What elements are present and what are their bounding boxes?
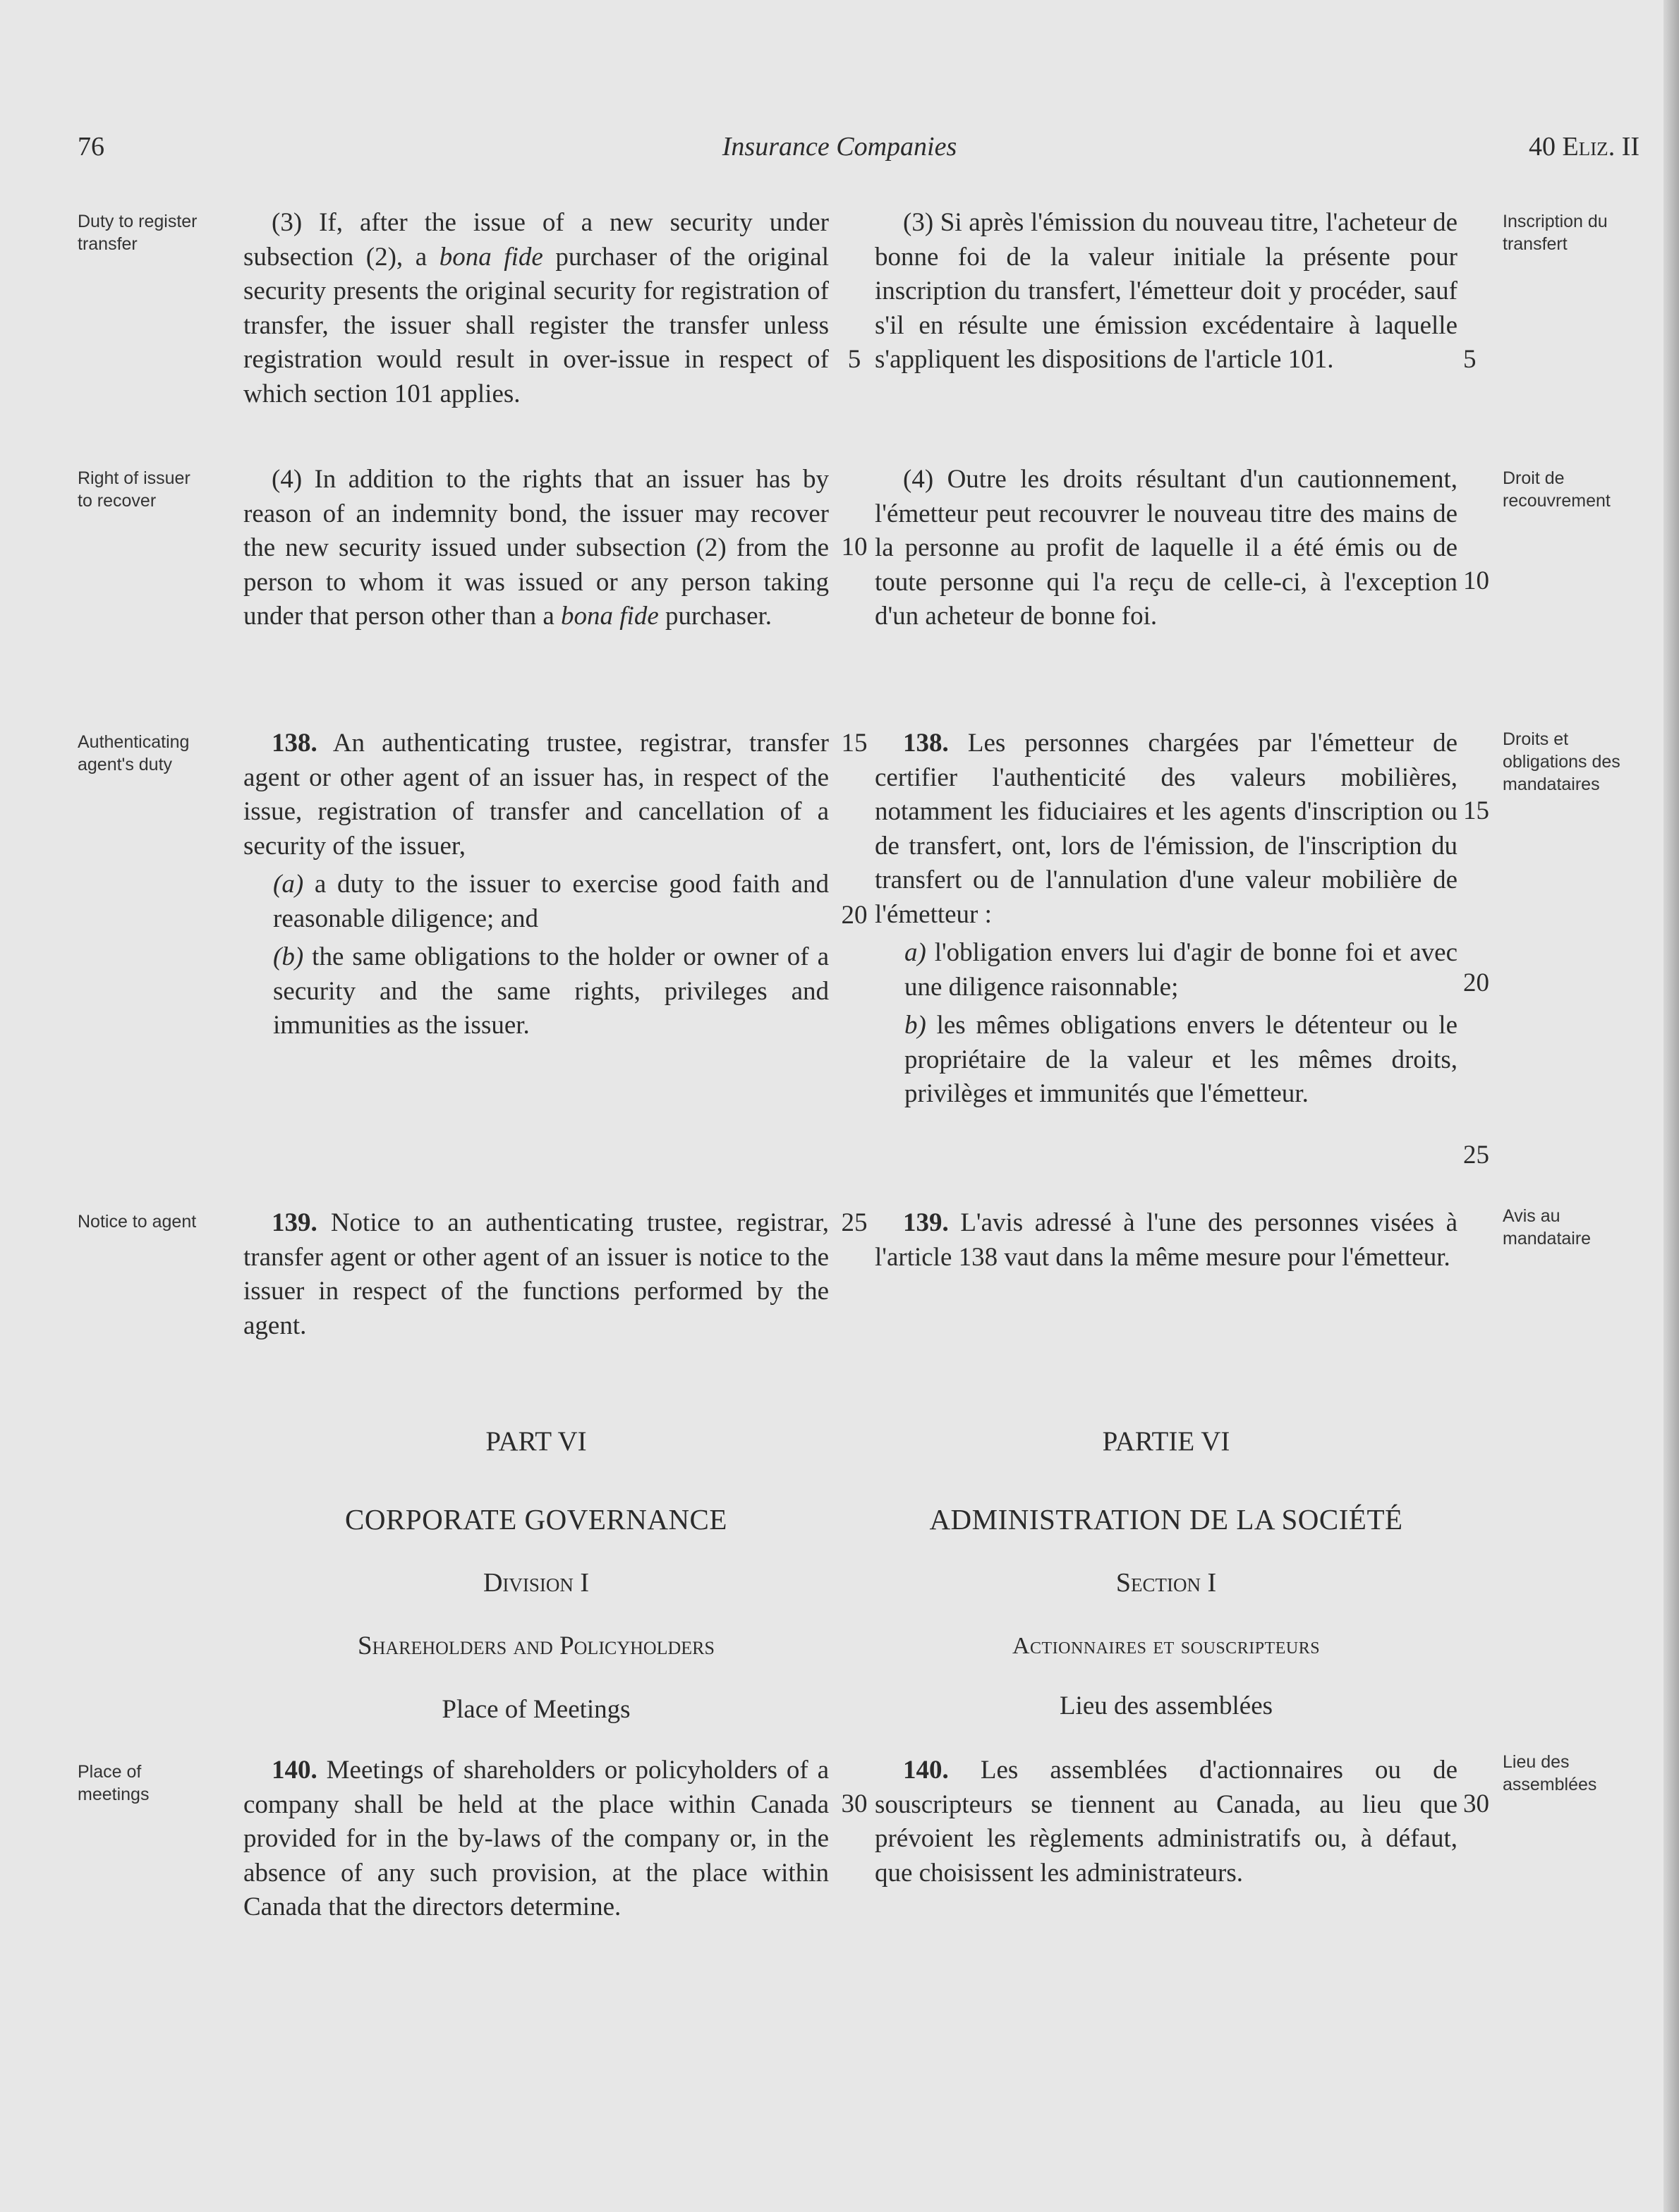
line-number: 25 (841, 1208, 868, 1237)
en-s138-b-label: (b) (273, 942, 304, 971)
fr-s3-text: (3) Si après l'émission du nouveau titre, l'acheteur de bonne foi de la valeur initiale la présente pour inscription du transfert, l'émetteur doit y procéder, sauf s'il en résulte une émission excédentaire à laquelle s'appliquent les dispositions de l'article 101. (875, 208, 1457, 374)
en-section-140 (243, 1754, 829, 1925)
fr-s4-text: (4) Outre les droits résultant d'un cautionnement, l'émetteur peut recouvrer le nouveau titre des mains de la personne au profit de laquelle il a été émis ou de toute personne qui l'a reçu de celle-ci, à l'exception d'un acheteur de bonne foi. (875, 465, 1457, 631)
en-subsection-4 (243, 463, 829, 634)
en-s4-text-b: purchaser. (658, 602, 772, 631)
margin-note-duty-to-register: Duty to register transfer (78, 212, 198, 254)
fr-subsection-4 (875, 463, 1457, 634)
margin-note-lieu-assemblees: Lieu des assemblées (1503, 1752, 1597, 1794)
en-s139-number: 139. (272, 1208, 317, 1237)
fr-s138-number: 138. (903, 729, 949, 758)
line-number: 5 (1463, 345, 1477, 374)
margin-note-place-of-meetings: Place of meetings (78, 1762, 150, 1804)
line-number: 10 (1463, 566, 1489, 595)
margin-note-notice-to-agent: Notice to agent (78, 1212, 197, 1232)
line-number: 15 (841, 729, 868, 758)
fr-s138-text: Les personnes chargées par l'émetteur de certifier l'authenticité des valeurs mobilières, notamment les fiduciaires et les agents d'inscription ou de transfert, ont, lors de l'émission, de l'inscription du transfert ou de l'annulation d'une valeur mobilière de l'émetteur : (875, 729, 1457, 929)
en-s4-text-a: (4) In addition to the rights that an issuer has by reason of an indemnity bond, the issuer may recover the new security issued under subsection (2) from the person to whom it was issued or any person taking under that person other than a (243, 465, 829, 631)
page-number: 76 (78, 132, 104, 162)
fr-s139-text: L'avis adressé à l'une des personnes visées à l'article 138 vaut dans la même mesure pour l'émetteur. (875, 1208, 1457, 1272)
en-s4-italic: bona fide (561, 602, 659, 631)
line-number: 15 (1463, 796, 1489, 825)
en-section-138 (243, 727, 829, 1043)
line-number: 20 (841, 901, 868, 930)
en-s3-text-a: (3) If, after the issue of a new security under subsection (2), a (243, 208, 829, 272)
fr-part-heading: PARTIE VI (1102, 1426, 1230, 1457)
fr-section-139 (875, 1206, 1457, 1275)
regnal-suffix: . II (1608, 132, 1639, 162)
fr-s138-b-label: b) (904, 1011, 926, 1040)
page-edge (1663, 0, 1679, 2212)
running-title: Insurance Companies (722, 132, 957, 162)
fr-division-heading: Section I (1115, 1568, 1217, 1598)
fr-part-title: ADMINISTRATION DE LA SOCIÉTÉ (929, 1503, 1403, 1536)
en-subsection-3 (243, 206, 829, 411)
fr-subsection-3 (875, 206, 1457, 377)
fr-s138-a-label: a) (904, 938, 926, 967)
en-s138-a-label: (a) (273, 870, 304, 899)
fr-s139-number: 139. (903, 1208, 949, 1237)
en-s3-italic: bona fide (439, 242, 543, 272)
fr-subheading: Lieu des assemblées (1059, 1691, 1273, 1720)
margin-note-droit-recouvrement: Droit de recouvrement (1503, 468, 1611, 511)
regnal-prefix: 40 E (1528, 132, 1579, 162)
margin-note-authenticating: Authenticating agent's duty (78, 732, 190, 774)
margin-note-avis-mandataire: Avis au mandataire (1503, 1206, 1592, 1248)
line-number: 25 (1463, 1141, 1489, 1169)
en-division-title: Shareholders and Policyholders (358, 1631, 715, 1660)
en-s140-text: Meetings of shareholders or policyholders of a company shall be held at the place within Canada provided for in the by-laws of the company or, in the absence of any such provision, at the place within Canada that the directors determine. (243, 1756, 829, 1921)
line-number: 20 (1463, 968, 1489, 997)
fr-section-140 (875, 1754, 1457, 1890)
en-part-heading: PART VI (485, 1426, 587, 1457)
margin-note-droits-obligations: Droits et obligations des mandataires (1503, 729, 1620, 794)
fr-s138-b-text: les mêmes obligations envers le détenteur ou le propriétaire de la valeur et les mêmes droits, privilèges et immunités que l'émetteur. (904, 1011, 1457, 1108)
en-s139-text: Notice to an authenticating trustee, registrar, transfer agent or other agent of an issuer is notice to the issuer in respect of the functions performed by the agent. (243, 1208, 829, 1340)
en-division-heading: Division I (483, 1568, 590, 1598)
fr-division-title: Actionnaires et souscripteurs (1012, 1633, 1321, 1659)
regnal-year (1529, 131, 1639, 162)
fr-s140-text: Les assemblées d'actionnaires ou de souscripteurs se tiennent au Canada, au lieu que prévoient les règlements administratifs ou, à défaut, que choisissent les administrateurs. (875, 1756, 1457, 1888)
margin-note-inscription: Inscription du transfert (1503, 212, 1608, 254)
line-number: 30 (1463, 1789, 1489, 1818)
line-number: 5 (847, 345, 861, 374)
fr-section-138 (875, 727, 1457, 1112)
en-s138-text: An authenticating trustee, registrar, transfer agent or other agent of an issuer has, in respect of the issue, registration of transfer and cancellation of a security of the issuer, (243, 729, 829, 861)
en-part-title: CORPORATE GOVERNANCE (345, 1503, 727, 1536)
margin-note-right-of-issuer: Right of issuer to recover (78, 468, 190, 511)
line-number: 30 (841, 1789, 868, 1818)
line-number: 10 (841, 533, 868, 561)
fr-s140-number: 140. (903, 1756, 949, 1785)
fr-s138-a-text: l'obligation envers lui d'agir de bonne foi et avec une diligence raisonnable; (904, 938, 1457, 1002)
en-section-139 (243, 1206, 829, 1343)
regnal-small: liz (1578, 132, 1608, 162)
en-s138-number: 138. (272, 729, 317, 758)
en-s138-b-text: the same obligations to the holder or owner of a security and the same rights, privileges and immunities as the issuer. (273, 942, 829, 1040)
en-s140-number: 140. (272, 1756, 317, 1785)
en-s3-text-b: purchaser of the original security presents the original security for registration of transfer, the issuer shall register the transfer unless registration would result in over-issue in respect of which section 101 applies. (243, 242, 829, 408)
en-subheading: Place of Meetings (442, 1695, 631, 1724)
en-s138-a-text: a duty to the issuer to exercise good faith and reasonable diligence; and (273, 870, 829, 933)
